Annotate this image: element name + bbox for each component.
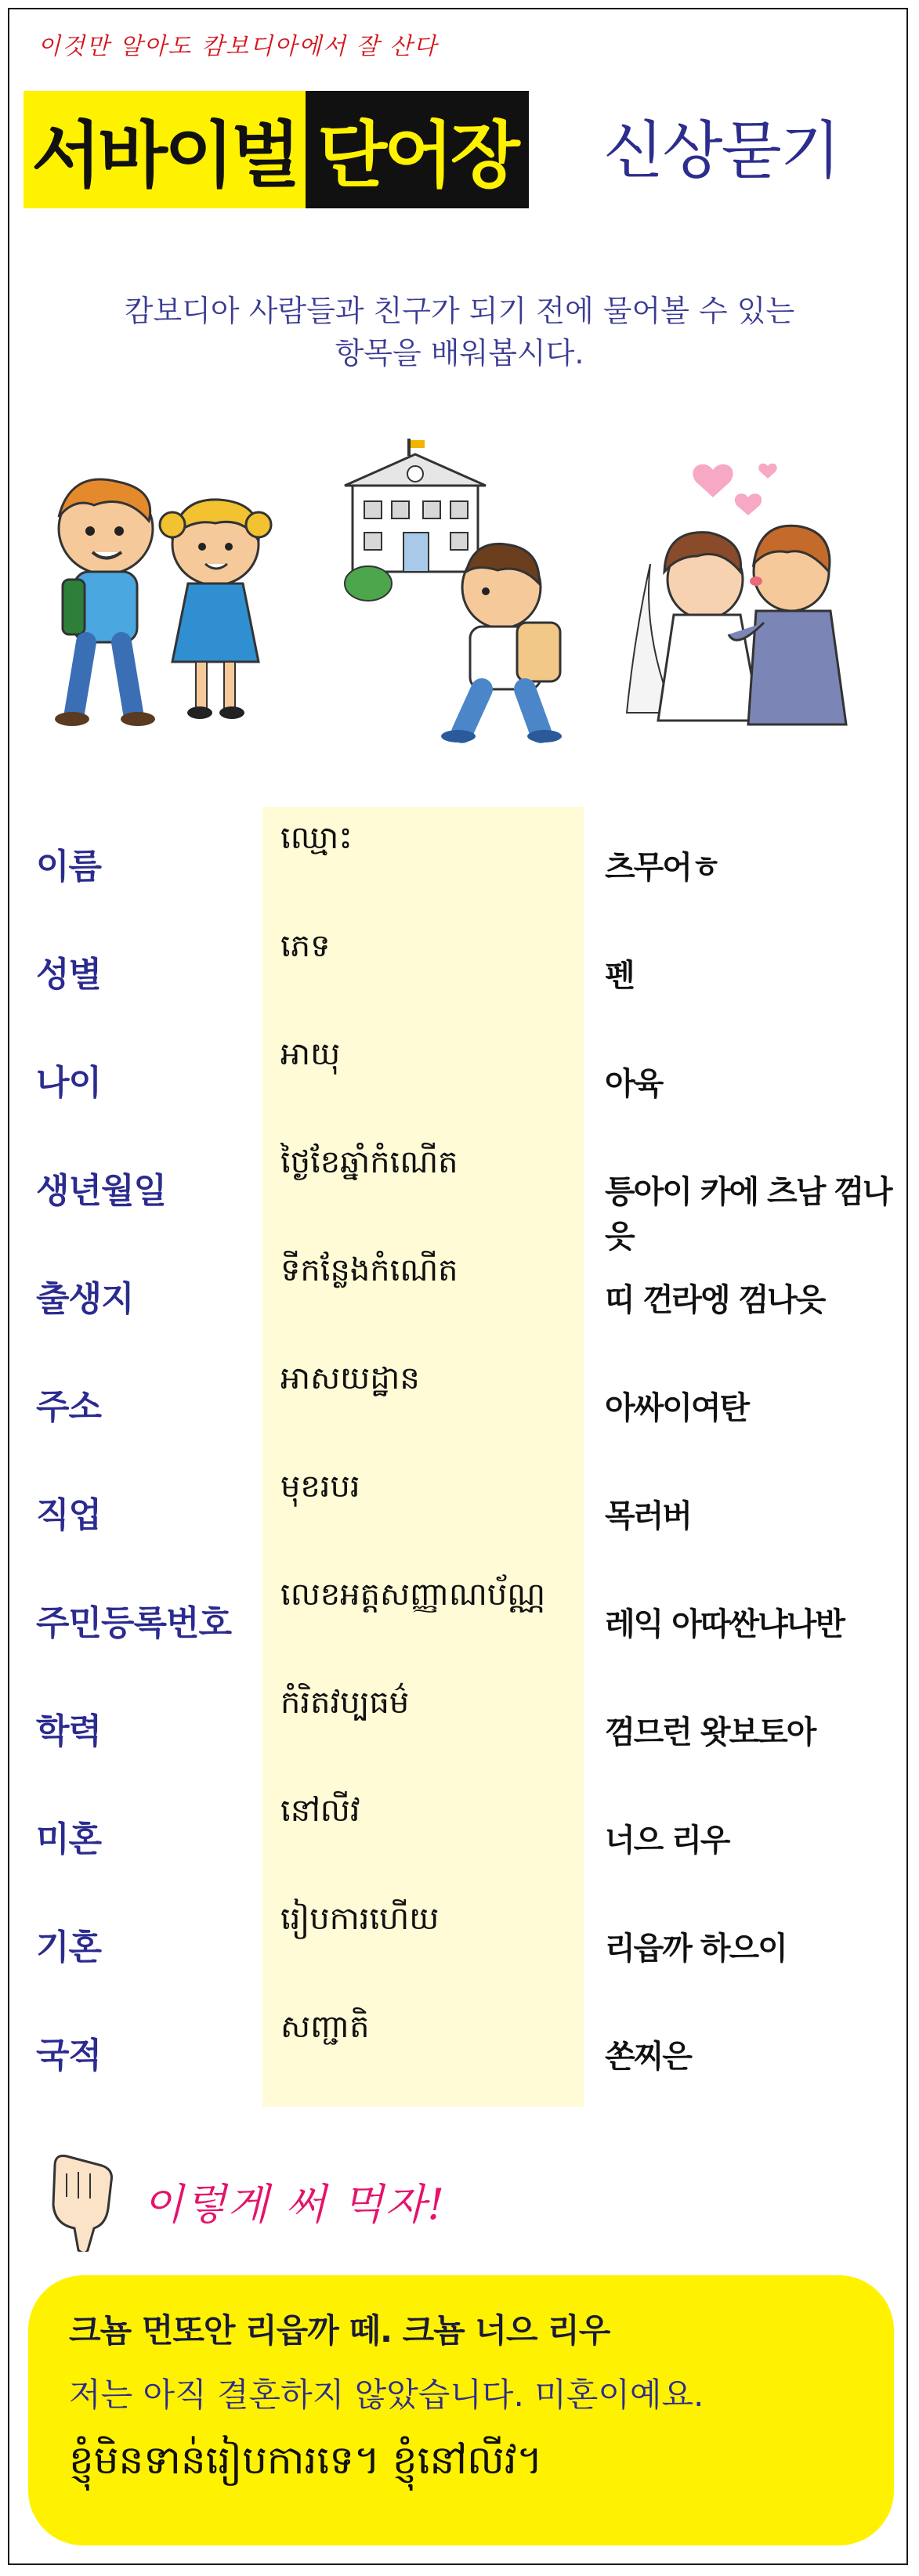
school-student-illustration xyxy=(329,439,580,744)
korean-term: 미혼 xyxy=(36,1819,102,1859)
vocab-row xyxy=(0,1455,919,1563)
korean-term: 성별 xyxy=(36,955,102,995)
intro-line2: 항목을 배워봅시다. xyxy=(335,336,584,370)
khmer-term: កំរិតវប្បធម៌ xyxy=(280,1685,410,1721)
korean-term: 주민등록번호 xyxy=(36,1603,232,1643)
korean-term: 나이 xyxy=(36,1063,102,1103)
pointing-hand-icon xyxy=(39,2150,125,2252)
pronunciation: 쏜찌은 xyxy=(605,2039,691,2075)
khmer-term: អាសយដ្ឋាន xyxy=(280,1360,420,1396)
pronunciation: 틍아이 카에 츠남 껌나읏 xyxy=(605,1174,892,1255)
pronunciation: 껌므런 왓보토아 xyxy=(605,1714,816,1750)
pronunciation: 너으 리우 xyxy=(605,1823,729,1859)
vocab-row xyxy=(0,1671,919,1779)
korean-term: 생년월일 xyxy=(36,1171,167,1211)
pronunciation: 리읍까 하으이 xyxy=(605,1931,787,1967)
title-part1: 서바이벌 xyxy=(24,91,306,208)
example-heading xyxy=(39,2150,446,2252)
vocab-row xyxy=(0,1347,919,1455)
khmer-term: លេខអត្តសញ្ញាណប័ណ្ណ xyxy=(280,1577,546,1613)
vocab-row xyxy=(0,1996,919,2104)
pronunciation: 아싸이여탄 xyxy=(605,1390,749,1426)
khmer-term: នៅលីវ xyxy=(280,1793,360,1829)
vocab-row xyxy=(0,1023,919,1131)
pronunciation: 츠무어ㅎ xyxy=(605,850,720,886)
example-khmer: ខ្ញុំមិនទាន់រៀបការទេ។ ខ្ញុំនៅលីវ។ xyxy=(69,2437,543,2483)
korean-term: 학력 xyxy=(36,1711,102,1751)
khmer-term: មុខរបរ xyxy=(280,1469,360,1505)
subtitle: 신상묻기 xyxy=(603,114,840,187)
korean-term: 이름 xyxy=(36,847,102,887)
vocab-row xyxy=(0,1563,919,1671)
tagline: 이것만 알아도 캄보디아에서 잘 산다 xyxy=(38,33,438,60)
vocab-row xyxy=(0,807,919,915)
vocab-row xyxy=(0,1131,919,1255)
korean-term: 주소 xyxy=(36,1387,102,1427)
example-pronunciation: 크뇸 먼또안 리읍까 떼. 크뇸 너으 리우 xyxy=(69,2311,610,2350)
korean-term: 출생지 xyxy=(36,1279,134,1319)
example-heading-text: 이렇게 써 먹자! xyxy=(143,2179,447,2229)
khmer-term: អាយុ xyxy=(280,1036,341,1072)
khmer-term: រៀបការហើយ xyxy=(280,1901,440,1937)
pronunciation: 띠 껀라엥 껌나읏 xyxy=(605,1282,825,1318)
khmer-term: ទីកន្លែងកំណើត xyxy=(280,1252,458,1288)
vocab-row xyxy=(0,1239,919,1347)
pronunciation: 아육 xyxy=(605,1066,663,1102)
pronunciation: 레익 아따싼냐나반 xyxy=(605,1606,845,1642)
korean-term: 직업 xyxy=(36,1495,102,1535)
khmer-term: ភេទ xyxy=(280,928,331,964)
vocab-row xyxy=(0,1779,919,1888)
khmer-term: ថ្ងៃខែឆ្នាំកំណើត xyxy=(280,1144,458,1180)
korean-term: 기혼 xyxy=(36,1927,102,1967)
example-box xyxy=(28,2275,894,2545)
example-korean: 저는 아직 결혼하지 않았습니다. 미혼이예요. xyxy=(69,2375,704,2414)
vocab-row xyxy=(0,915,919,1023)
korean-term: 국적 xyxy=(36,2036,102,2076)
khmer-term: សញ្ជាតិ xyxy=(280,2009,370,2045)
wedding-kiss-illustration xyxy=(611,454,877,744)
children-walking-illustration xyxy=(31,462,290,728)
intro-line1: 캄보디아 사람들과 친구가 되기 전에 물어볼 수 있는 xyxy=(124,294,795,328)
pronunciation: 펜 xyxy=(605,958,634,994)
title-part2: 단어장 xyxy=(306,91,529,208)
intro-text xyxy=(47,290,872,374)
pronunciation: 목러버 xyxy=(605,1498,691,1534)
khmer-term: ឈ្មោះ xyxy=(280,820,353,856)
vocab-row xyxy=(0,1888,919,1996)
